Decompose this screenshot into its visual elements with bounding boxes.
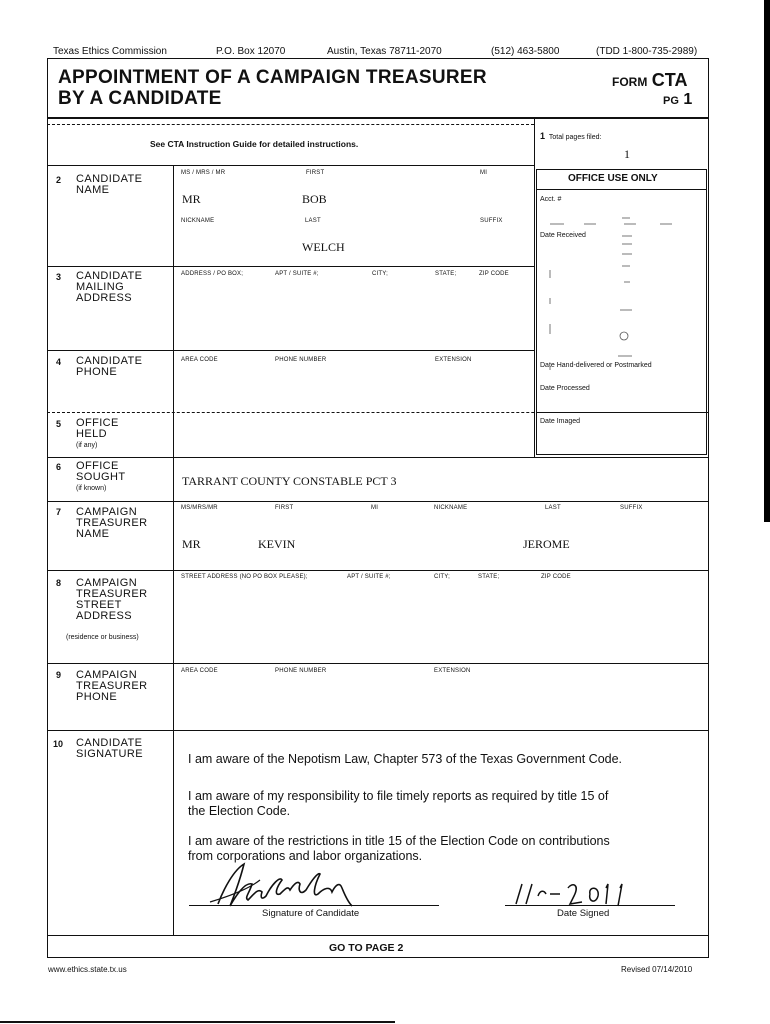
reporting-statement-line2: the Election Code. [188, 804, 291, 818]
office-date-processed-label: Date Processed [540, 385, 590, 392]
rule-7 [47, 501, 709, 502]
s7-title-value: MR [182, 537, 201, 551]
signature-label: Signature of Candidate [262, 908, 360, 919]
agency-name: Texas Ethics Commission [53, 46, 167, 57]
signature-line [189, 905, 439, 906]
contributions-statement-line2: from corporations and labor organizations. [188, 849, 423, 863]
right-column-divider [534, 117, 535, 457]
s3-city-label: CITY; [372, 271, 388, 277]
form-title-line1: APPOINTMENT OF A CAMPAIGN TREASURER [58, 67, 487, 88]
s7-title-label: MS/MRS/MR [181, 505, 218, 511]
rule-8 [47, 570, 709, 571]
rule-6 [47, 457, 709, 458]
s2-last-value: WELCH [302, 240, 345, 254]
s2-mi-label: MI [480, 170, 488, 176]
office-date-hand-label: Date Hand-delivered or Postmarked [540, 362, 652, 369]
s7-first-label: FIRST [275, 505, 294, 511]
s7-mi-label: MI [371, 505, 379, 511]
office-imaged-rule [536, 412, 707, 413]
date-line [505, 905, 675, 906]
s5-number: 5 [56, 419, 62, 429]
s4-number: 4 [56, 357, 62, 367]
rule-11 [47, 935, 709, 936]
s3-zip-label: ZIP CODE [479, 271, 509, 277]
s6-label: OFFICE SOUGHT [76, 460, 126, 483]
page-indicator: PG 1 [663, 91, 693, 108]
go-to-page-2: GO TO PAGE 2 [329, 942, 404, 954]
s6-number: 6 [56, 462, 62, 472]
office-date-received-label: Date Received [540, 232, 586, 239]
dashed-rule [47, 124, 534, 125]
s7-last-value: JEROME [523, 537, 570, 551]
s5-sub: (if any) [76, 442, 98, 449]
s7-label: CAMPAIGN TREASURER NAME [76, 506, 148, 540]
s5-label: OFFICE HELD [76, 417, 119, 440]
agency-phone: (512) 463-5800 [491, 46, 560, 57]
date-signed-label: Date Signed [557, 908, 610, 919]
s4-label: CANDIDATE PHONE [76, 355, 143, 378]
s4-phone-label: PHONE NUMBER [275, 357, 327, 363]
office-use-title-rule [536, 189, 707, 190]
agency-city: Austin, Texas 78711-2070 [327, 46, 442, 57]
s8-city-label: CITY; [434, 574, 450, 580]
s7-suffix-label: SUFFIX [620, 505, 643, 511]
s6-office-sought-value: TARRANT COUNTY CONSTABLE PCT 3 [182, 474, 397, 488]
agency-tdd: (TDD 1-800-735-2989) [596, 46, 698, 57]
s3-number: 3 [56, 272, 62, 282]
rule-4 [47, 350, 534, 351]
contributions-statement-line1: I am aware of the restrictions in title 15 of the Election Code on contributions [188, 834, 610, 848]
total-pages-value: 1 [624, 147, 630, 161]
reporting-statement-line1: I am aware of my responsibility to file timely reports as required by title 15 of [188, 789, 609, 803]
s2-nickname-label: NICKNAME [181, 218, 215, 224]
s8-address-label: STREET ADDRESS (NO PO BOX PLEASE); [181, 574, 308, 580]
website: www.ethics.state.tx.us [48, 965, 127, 974]
s10-label: CANDIDATE SIGNATURE [76, 737, 143, 760]
s2-suffix-label: SUFFIX [480, 218, 503, 224]
form-code: FORM CTA [612, 70, 688, 90]
s3-state-label: STATE; [435, 271, 457, 277]
s9-number: 9 [56, 670, 62, 680]
s9-ext-label: EXTENSION [434, 668, 471, 674]
s4-ext-label: EXTENSION [435, 357, 472, 363]
s9-area-label: AREA CODE [181, 668, 218, 674]
s7-nickname-label: NICKNAME [434, 505, 468, 511]
s7-first-value: KEVIN [258, 537, 296, 551]
s8-label: CAMPAIGN TREASURER STREET ADDRESS [76, 577, 148, 622]
s8-number: 8 [56, 578, 62, 588]
s9-label: CAMPAIGN TREASURER PHONE [76, 669, 148, 703]
instruction-note: See CTA Instruction Guide for detailed instructions. [150, 139, 359, 149]
s2-number: 2 [56, 175, 62, 185]
rule-9 [47, 663, 709, 664]
rule-3 [47, 266, 534, 267]
s8-apt-label: APT / SUITE #; [347, 574, 391, 580]
s2-first-label: FIRST [306, 170, 325, 176]
s8-zip-label: ZIP CODE [541, 574, 571, 580]
office-date-imaged-label: Date Imaged [540, 418, 581, 425]
s2-title-label: MS / MRS / MR [181, 170, 226, 176]
scan-edge-mark [764, 0, 770, 522]
s2-first-value: BOB [302, 192, 327, 206]
form-title-line2: BY A CANDIDATE [58, 88, 222, 109]
po-box: P.O. Box 12070 [216, 46, 286, 57]
office-use-title: OFFICE USE ONLY [568, 173, 658, 184]
rule-2 [47, 165, 534, 166]
office-stamp-marks [540, 210, 690, 370]
label-column-divider [173, 165, 174, 935]
s7-number: 7 [56, 507, 62, 517]
nepotism-statement: I am aware of the Nepotism Law, Chapter 573 of the Texas Government Code. [188, 752, 623, 766]
scan-bottom-line [0, 1021, 395, 1023]
total-pages-label: 1 Total pages filed: [540, 131, 602, 141]
s8-sub: (residence or business) [66, 634, 139, 641]
s4-area-label: AREA CODE [181, 357, 218, 363]
s6-sub: (if known) [76, 485, 107, 492]
s2-last-label: LAST [305, 218, 321, 224]
s2-title-value: MR [182, 192, 201, 206]
rule-10 [47, 730, 709, 731]
s2-label: CANDIDATE NAME [76, 173, 143, 196]
title-divider [47, 117, 709, 119]
s3-apt-label: APT / SUITE #; [275, 271, 319, 277]
s8-state-label: STATE; [478, 574, 500, 580]
s3-address-label: ADDRESS / PO BOX; [181, 271, 244, 277]
s7-last-label: LAST [545, 505, 561, 511]
office-acct-label: Acct. # [540, 196, 562, 203]
revised-date: Revised 07/14/2010 [621, 965, 693, 974]
s10-number: 10 [53, 739, 64, 749]
s3-label: CANDIDATE MAILING ADDRESS [76, 270, 143, 304]
s9-phone-label: PHONE NUMBER [275, 668, 327, 674]
